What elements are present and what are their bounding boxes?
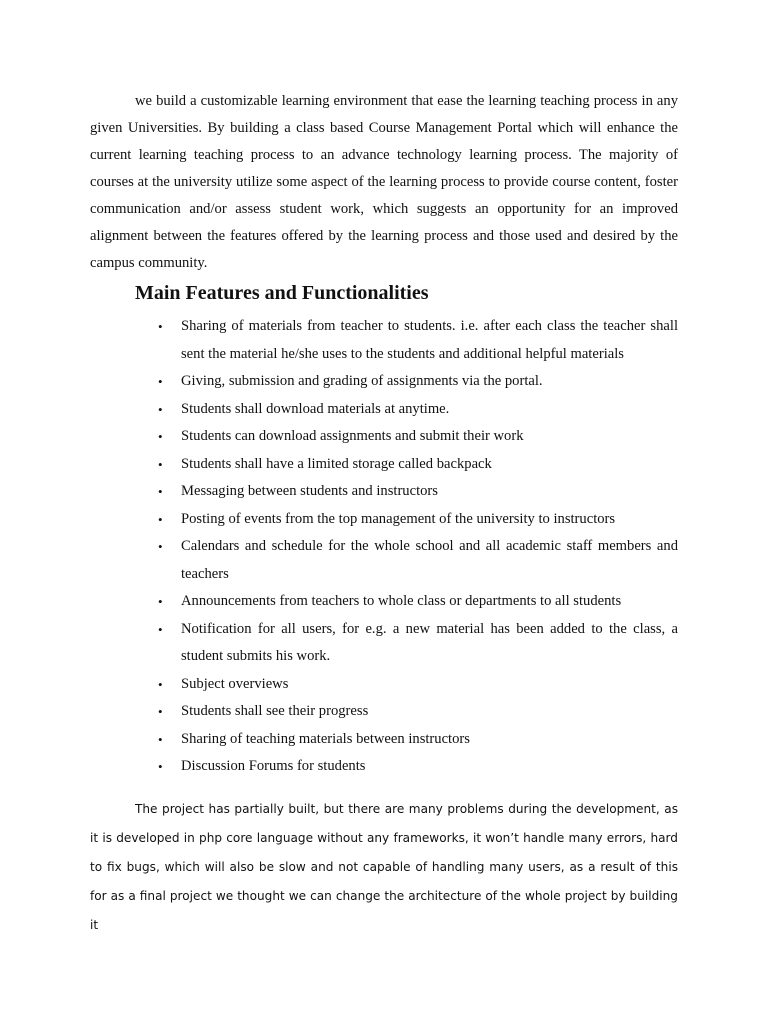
intro-paragraph: we build a customizable learning environment that ease the learning teaching process in any given Universities. By building a class based Course Management Portal which will enhance the current learning teaching process to an advance technology learning process. The majority of courses at the university utilize some aspect of the learning process to provide course content, foster communication and/or assess student work, which suggests an opportunity for an improved alignment between the features offered by the learning process and those used and desired by the campus community.: [90, 93, 678, 271]
feature-text: Sharing of teaching materials between instructors: [181, 730, 470, 747]
bullet-icon: •: [158, 429, 163, 444]
feature-item: [158, 726, 678, 754]
bullet-icon: •: [158, 759, 163, 774]
feature-text: Giving, submission and grading of assignments via the portal.: [181, 373, 543, 389]
feature-item: [158, 698, 678, 726]
bullet-icon: •: [158, 676, 163, 692]
feature-item: [158, 478, 678, 506]
bullet-icon: •: [158, 594, 163, 609]
bullet-icon: •: [158, 456, 163, 472]
feature-text: Notification for all users, for e.g. a new material has been added to the class, a student submits his work.: [181, 620, 678, 664]
feature-text: Announcements from teachers to whole class or departments to all students: [181, 593, 622, 609]
features-list: [158, 313, 678, 781]
feature-item: [158, 396, 678, 424]
feature-text: Posting of events from the top management of the university to instructors: [181, 510, 616, 527]
bullet-icon: •: [158, 319, 163, 334]
feature-text: Students shall see their progress: [181, 703, 369, 719]
bullet-icon: •: [158, 731, 163, 747]
closing-paragraph: The project has partially built, but there are many problems during the development, as it is developed in php core language without any frameworks, it won’t handle many errors, hard to fix bugs, which will also be slow and not capable of handling many users, as a result of this for as a final project we thought we can change the architecture of the whole project by building it: [90, 802, 678, 932]
feature-text: Subject overviews: [181, 675, 289, 692]
feature-item: [158, 588, 678, 616]
feature-text: Sharing of materials from teacher to students. i.e. after each class the teacher shall sent the material he/she uses to the students and additional helpful materials: [181, 318, 678, 362]
feature-item: [158, 313, 678, 368]
feature-text: Discussion Forums for students: [181, 758, 366, 774]
feature-item: [158, 753, 678, 781]
feature-item: [158, 671, 678, 699]
feature-item: [158, 533, 678, 588]
bullet-icon: •: [158, 704, 163, 719]
bullet-icon: •: [158, 484, 163, 499]
feature-text: Students shall download materials at anytime.: [181, 400, 450, 417]
feature-item: [158, 616, 678, 671]
feature-text: Messaging between students and instructors: [181, 483, 438, 499]
feature-text: Calendars and schedule for the whole school and all academic staff members and teachers: [181, 538, 678, 582]
feature-item: [158, 368, 678, 396]
bullet-icon: •: [158, 621, 163, 637]
feature-item: [158, 423, 678, 451]
bullet-icon: •: [158, 401, 163, 417]
feature-text: Students shall have a limited storage called backpack: [181, 455, 492, 472]
bullet-icon: •: [158, 511, 163, 527]
feature-item: [158, 451, 678, 479]
feature-item: [158, 506, 678, 534]
section-heading: Main Features and Functionalities: [135, 282, 429, 304]
bullet-icon: •: [158, 539, 163, 554]
bullet-icon: •: [158, 374, 163, 389]
feature-text: Students can download assignments and submit their work: [181, 428, 524, 444]
